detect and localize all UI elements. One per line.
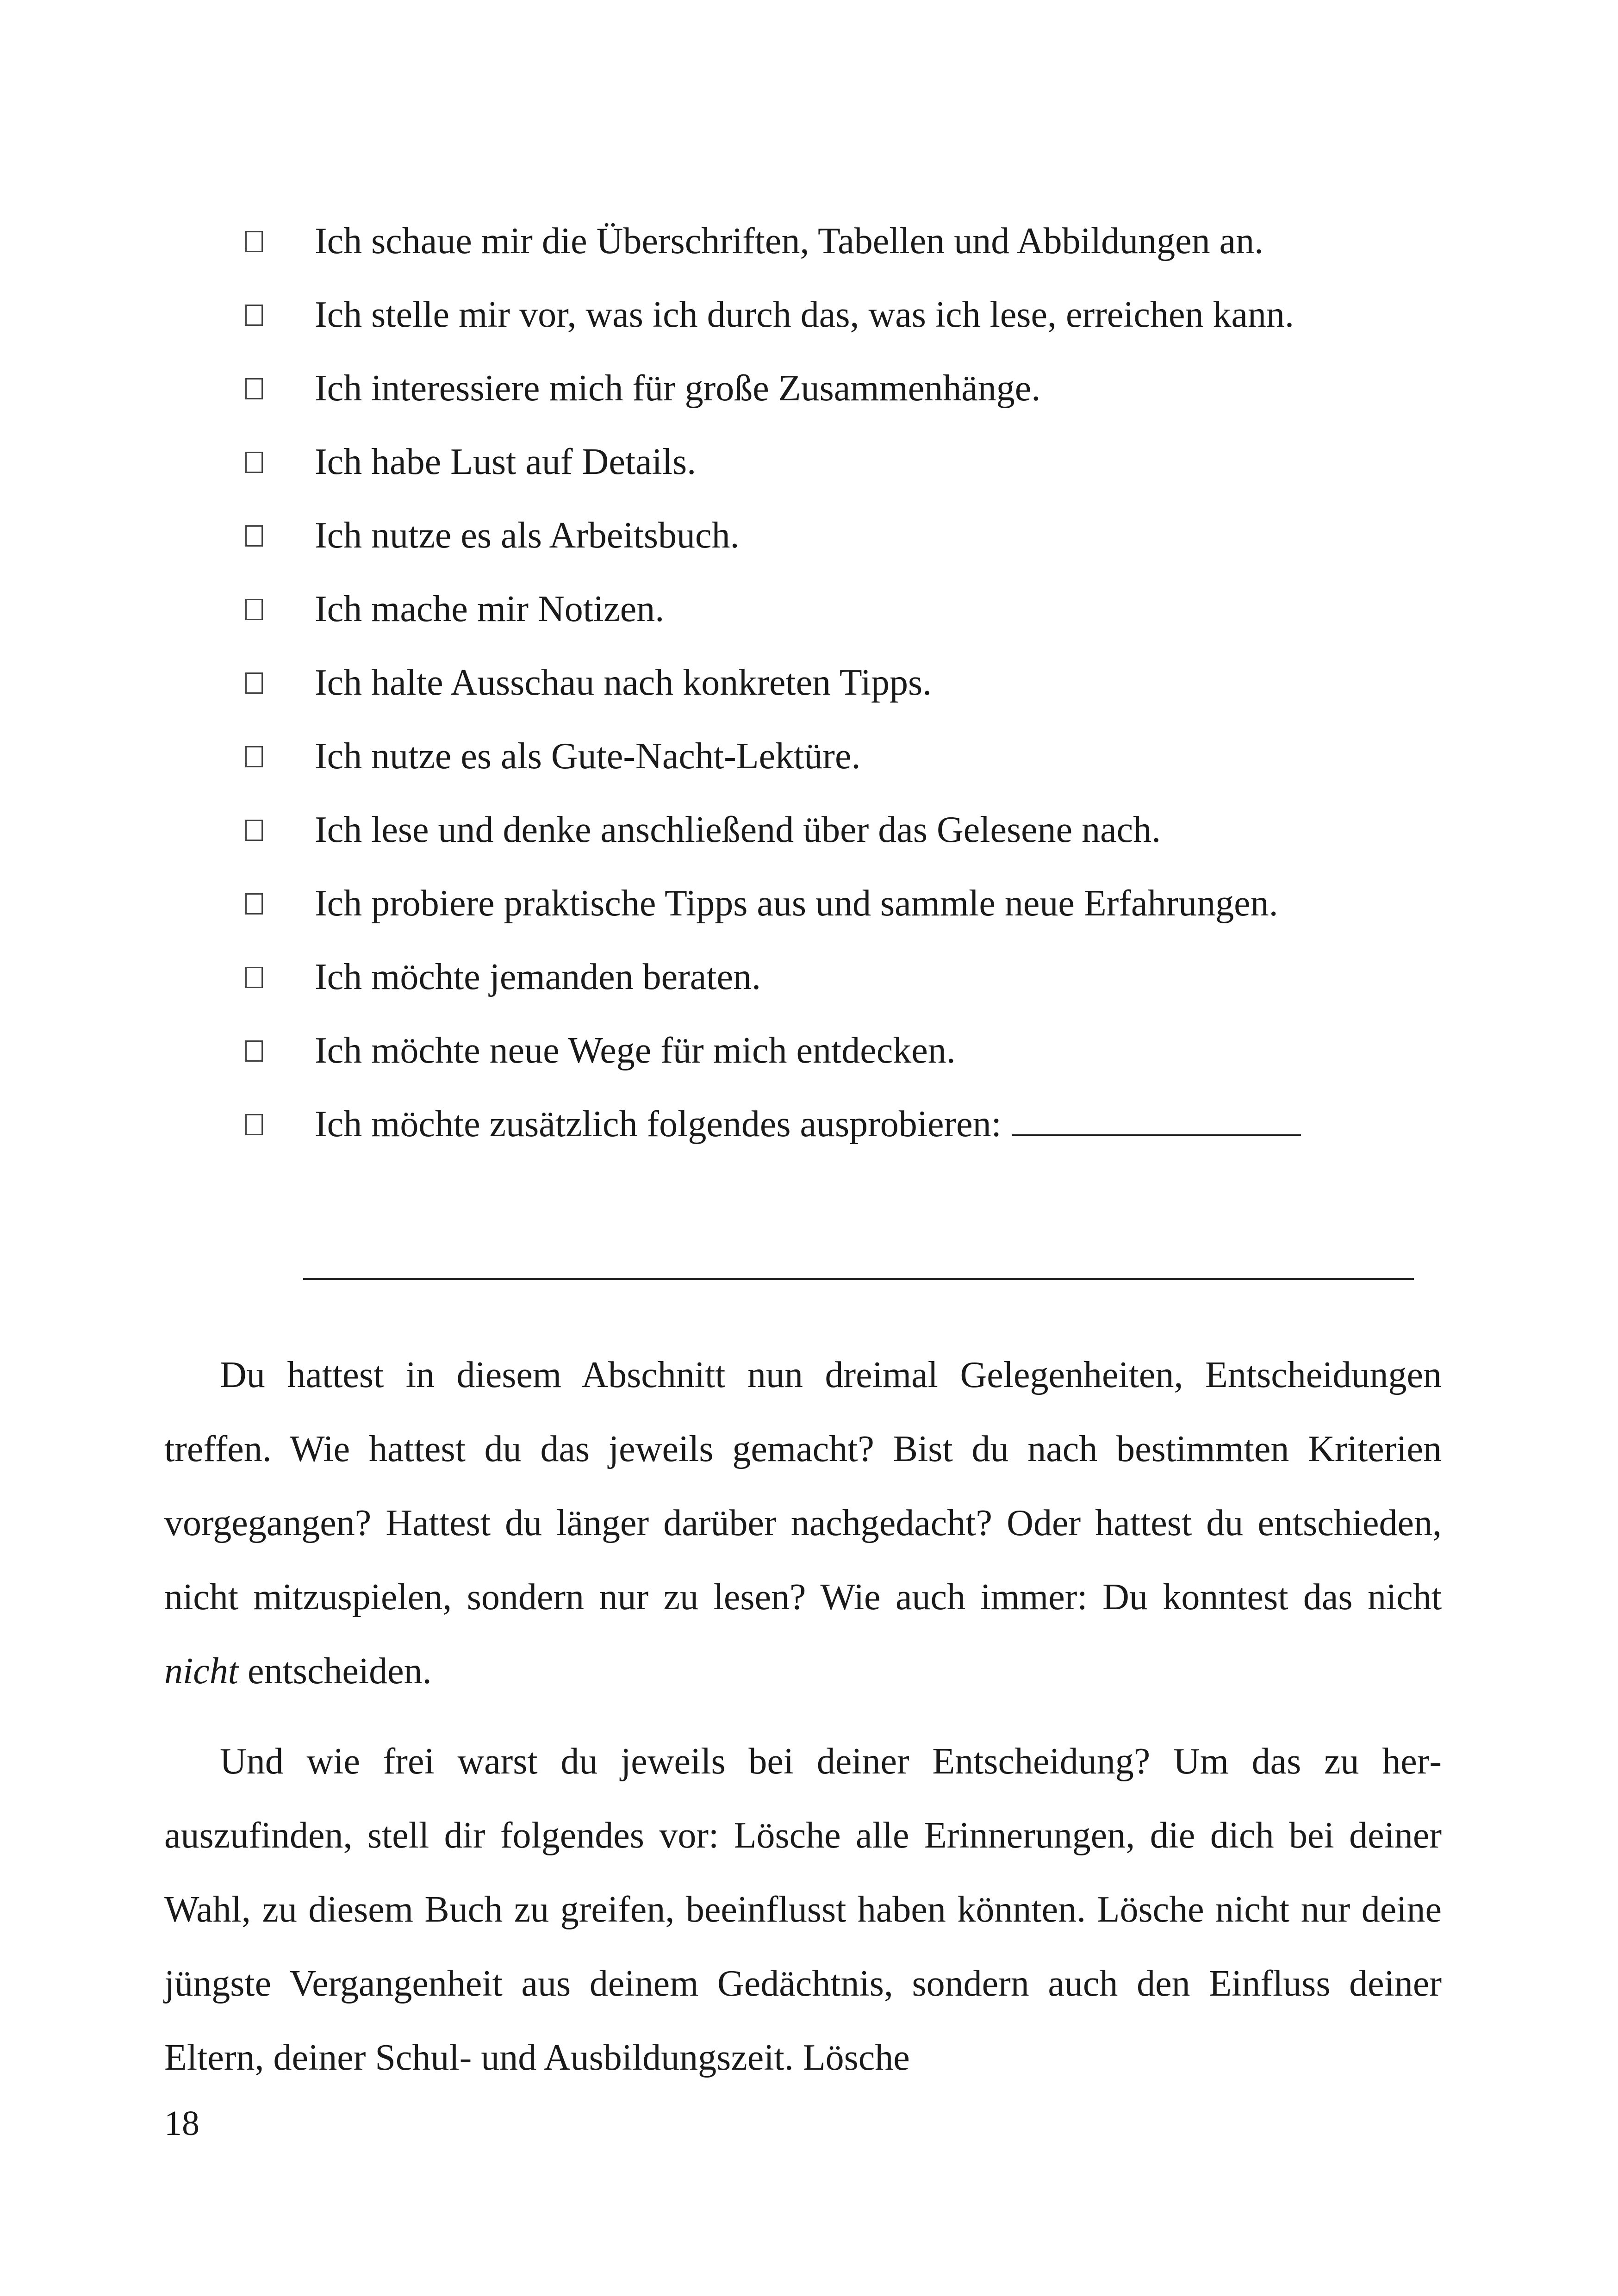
checklist-item-label: Ich möchte jemanden beraten. xyxy=(315,957,761,997)
checklist-item-label: Ich nutze es als Arbeitsbuch. xyxy=(315,515,740,556)
checklist-item xyxy=(245,720,1444,793)
checkbox[interactable] xyxy=(245,967,263,988)
checklist-item xyxy=(245,499,1444,572)
checklist-item xyxy=(245,940,1444,1014)
checklist-item-label: Ich probiere praktische Tipps aus und sammle neue Erfahrungen. xyxy=(315,883,1278,924)
checklist-item-label: Ich stelle mir vor, was ich durch das, was ich lese, erreichen kann. xyxy=(315,294,1294,335)
checkbox[interactable] xyxy=(245,452,263,473)
checklist-item-label: Ich interessiere mich für große Zusammenhänge. xyxy=(315,368,1041,409)
checklist-item xyxy=(245,572,1444,646)
checklist-item-custom xyxy=(245,1088,1444,1161)
checkbox[interactable] xyxy=(245,378,263,399)
checklist-item-label: Ich halte Ausschau nach konkreten Tipps. xyxy=(315,662,932,703)
checkbox[interactable] xyxy=(245,525,263,547)
fill-in-line-continuation[interactable] xyxy=(303,1278,1414,1280)
checkbox[interactable] xyxy=(245,893,263,915)
checklist-item xyxy=(245,278,1444,352)
checkbox[interactable] xyxy=(245,305,263,326)
checklist-item-label: Ich schaue mir die Überschriften, Tabellen und Abbildungen an. xyxy=(315,221,1264,261)
checkbox[interactable] xyxy=(245,1040,263,1062)
checklist-item xyxy=(245,205,1444,278)
checklist-item-label: Ich lese und denke anschließend über das Gelesene nach. xyxy=(315,809,1161,850)
checklist-item xyxy=(245,646,1444,720)
checklist-item xyxy=(245,1014,1444,1088)
body-paragraph: Und wie frei warst du jeweils bei deiner Entscheidung? Um das zu herauszufinden, stell dir folgendes vor: Lösche alle Erinnerungen, die dich bei deiner Wahl, zu diesem Buch zu greifen, beeinflusst haben könnten. Lösche nicht nur deine jüngste Vergangenheit aus deinem Gedächtnis, sondern auch den Einfluss deiner Eltern, deiner Schul- und Ausbildungszeit. Lösche xyxy=(164,1741,1442,2078)
body-paragraph xyxy=(164,1338,1442,1708)
checklist-item-label: Ich nutze es als Gute-Nacht-Lektüre. xyxy=(315,736,861,777)
checklist-item-label: Ich habe Lust auf Details. xyxy=(315,442,697,482)
checkbox[interactable] xyxy=(245,820,263,841)
checklist-item xyxy=(245,352,1444,425)
checklist-item-label: Ich möchte zusätzlich folgendes ausprobieren: xyxy=(315,1104,1002,1145)
reading-checklist xyxy=(245,205,1444,1161)
checkbox[interactable] xyxy=(245,672,263,694)
checklist-item xyxy=(245,425,1444,499)
checklist-item-label: Ich mache mir Notizen. xyxy=(315,589,665,629)
fill-in-line[interactable] xyxy=(1012,1107,1301,1136)
checkbox[interactable] xyxy=(245,231,263,252)
checklist-item xyxy=(245,867,1444,940)
checklist-item xyxy=(245,793,1444,867)
emphasized-word: nicht xyxy=(164,1651,238,1692)
checkbox[interactable] xyxy=(245,746,263,767)
paragraph-text: Du hattest in diesem Abschnitt nun dreimal Gelegenheiten, Entscheidungen treffen. Wie hattest du das jeweils gemacht? Bist du nach bestimmten Kriterien vorgegangen? Hattest du länger darüber nachgedacht? Oder hattest du entschieden, nicht mitzuspielen, sondern nur zu lesen? Wie auch immer: Du konntest das nicht xyxy=(164,1355,1442,1618)
checkbox[interactable] xyxy=(245,1114,263,1135)
checklist-item-label: Ich möchte neue Wege für mich entdecken. xyxy=(315,1030,956,1071)
checkbox[interactable] xyxy=(245,599,263,620)
page-number: 18 xyxy=(164,2104,199,2143)
paragraph-text-end: entscheiden. xyxy=(238,1651,432,1692)
